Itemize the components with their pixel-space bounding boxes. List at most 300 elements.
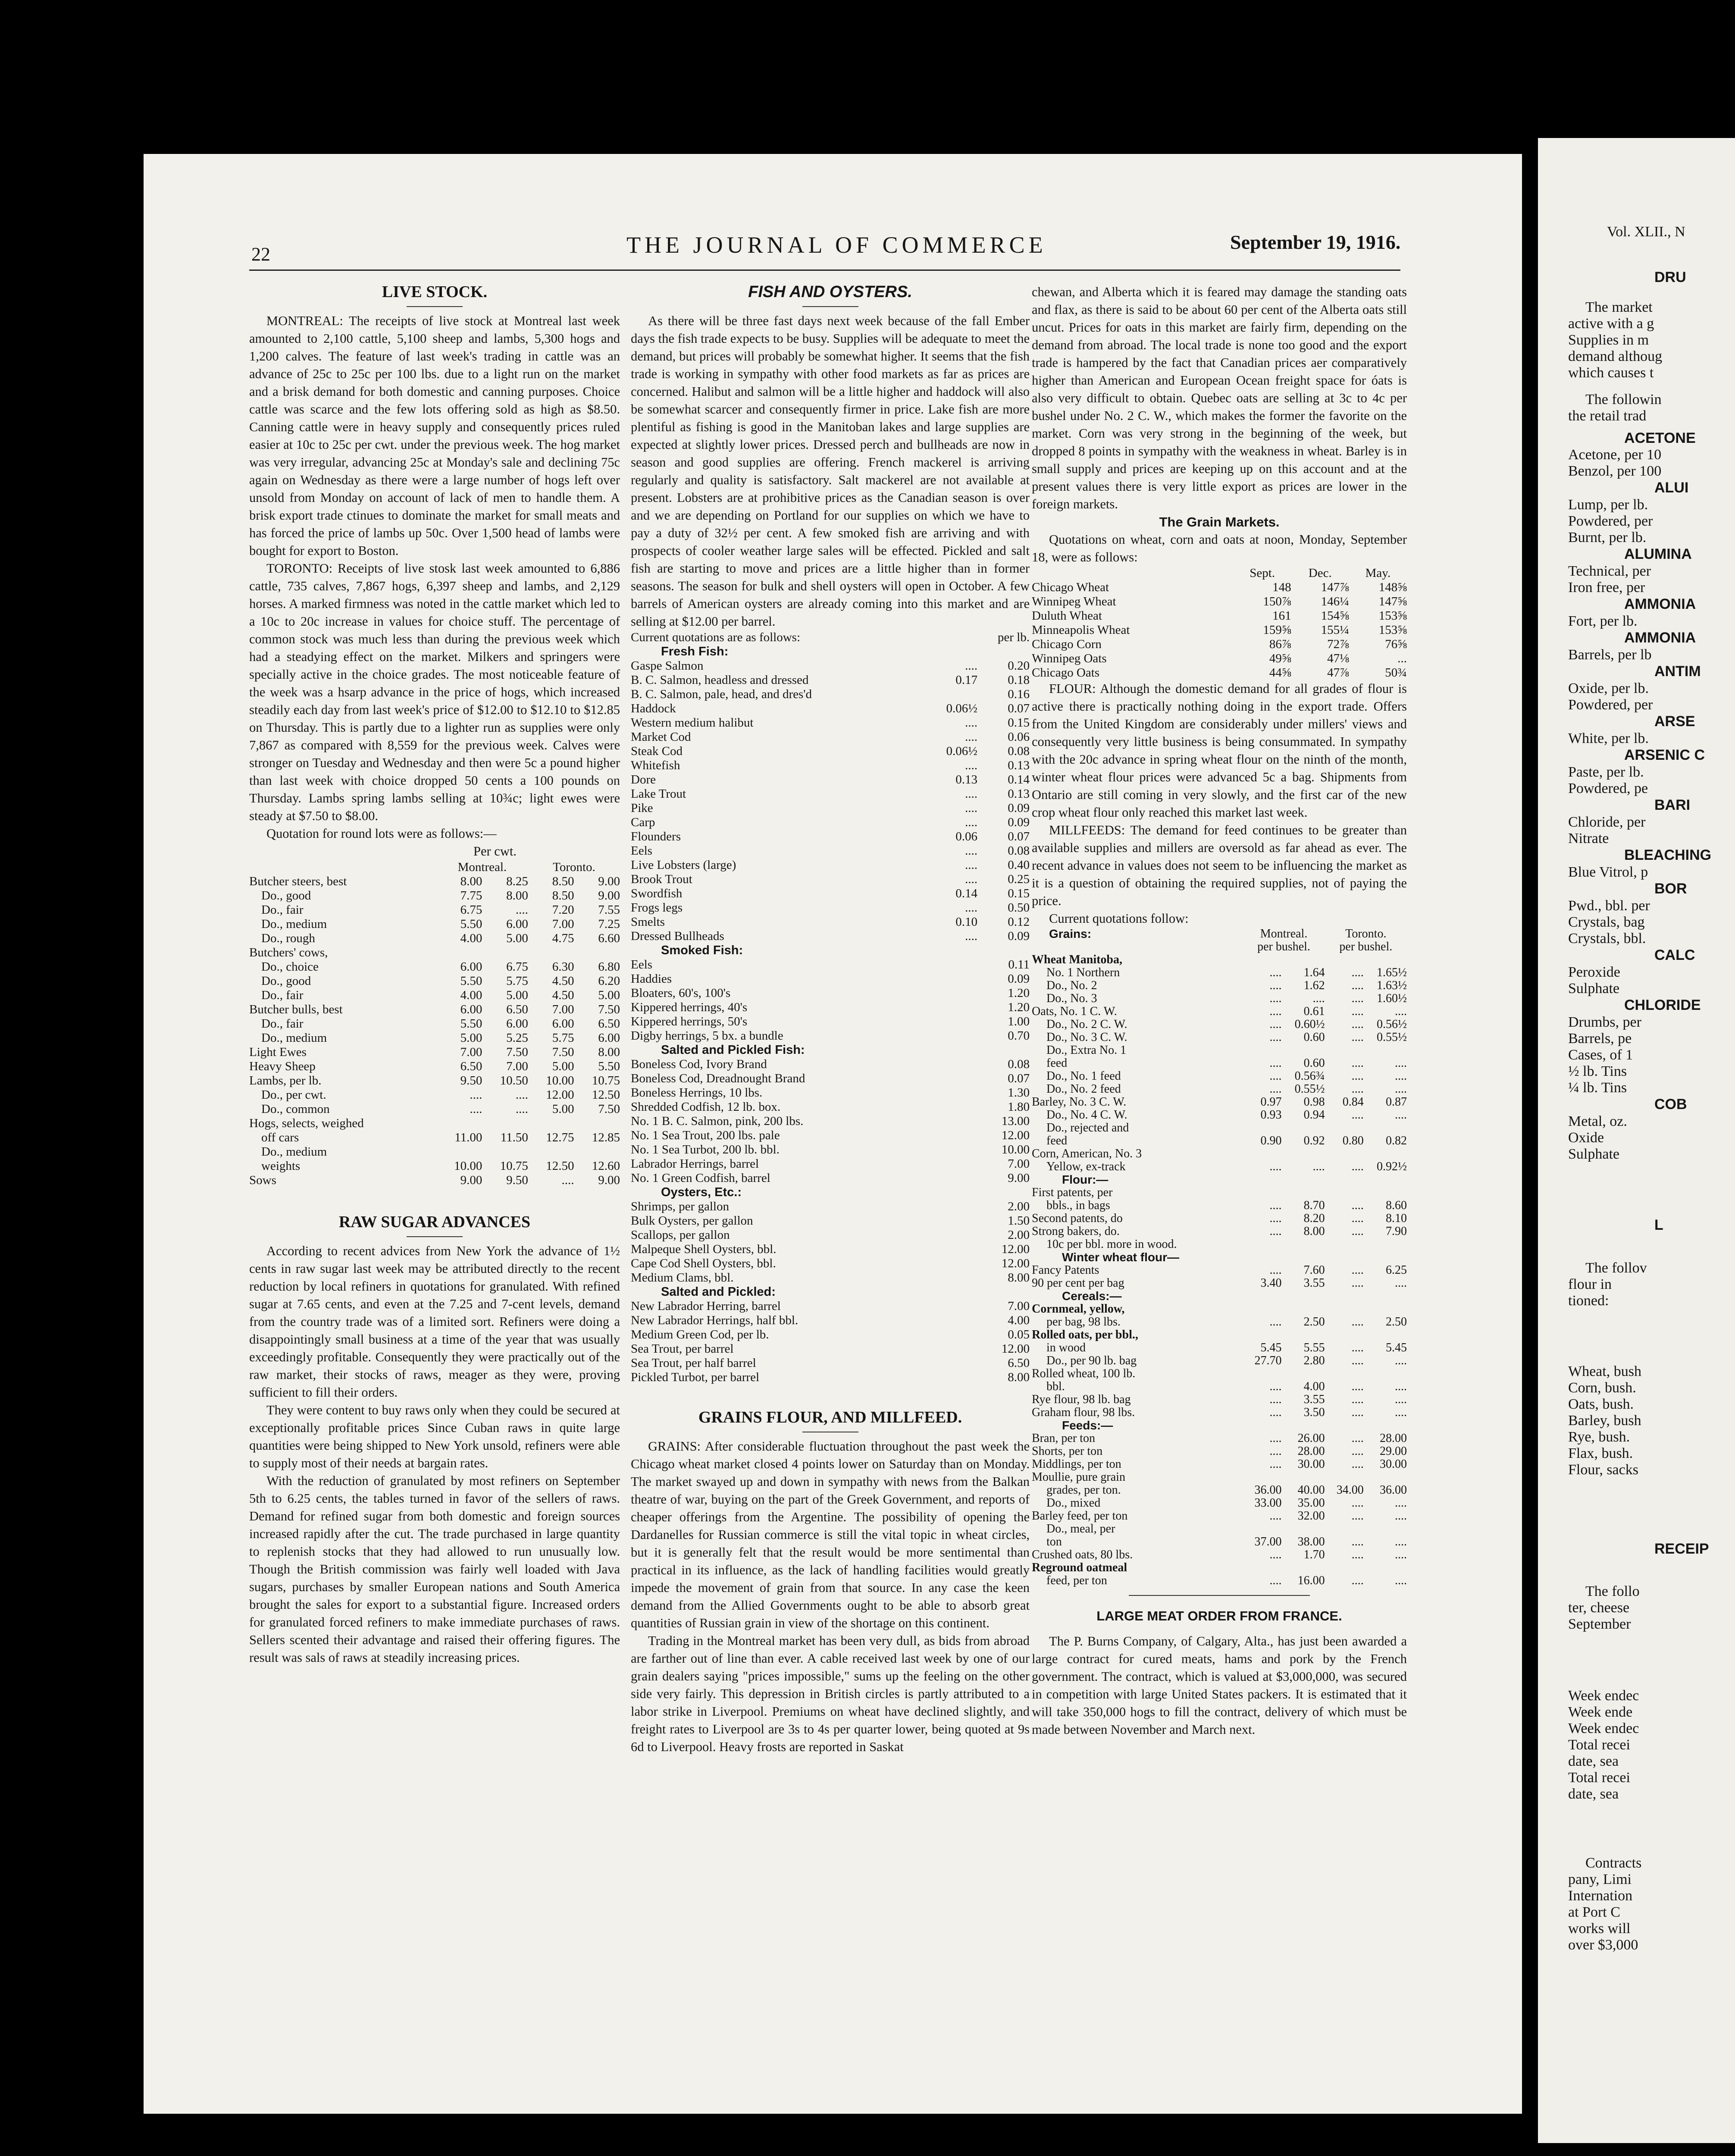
row-label: Fresh Fish: [661,645,729,658]
meat-paragraph: The P. Burns Company, of Calgary, Alta., has just been awarded a large contract for cured meats, hams and pork by the French government. The contract, which is valued at $3,000,000, was secured in competition with large United States packers. It is estimated that it will take 350,000 hogs to fill the contract, delivery of which must be made between November and March next. [1032,1634,1407,1737]
row-value: .... [1269,1432,1282,1445]
row-value [927,1342,977,1356]
sugar-paragraph: According to recent advices from New York the advance of 1½ cents in raw sugar last week may be attributed directly to the recent reduction by local refiners in quotations for granulated. With refined sugar at 7.65 cents, and even at the 7.25 and 7-cent levels, demand from the country trade was of a limited sort. Refiners were doing a disappointingly small business at a time of the year that was usually exceedingly profitable. Consequently they were practically out of the raw market, their stocks of raws, meager as they were, proving sufficient to fill their orders. [249,1244,620,1400]
row-value: 8.00 [1008,1370,1030,1384]
row-value: 30.00 [1380,1457,1407,1471]
row-value [1364,1367,1407,1380]
row-value: 1.80 [1008,1100,1030,1114]
row-value: 10.00 [546,1074,574,1087]
livestock-row [249,1017,620,1031]
row-value [1364,1471,1407,1484]
next-page-line: Blue Vitrol, p [1568,864,1648,880]
row-value: .... [1351,1406,1364,1419]
row-value: .... [965,815,978,829]
row-value: 6.50 [506,1003,528,1016]
row-value [927,1185,977,1200]
next-page-line: CHLORIDE [1624,997,1701,1013]
row-label: Do., medium [261,1031,327,1045]
row-label: Dressed Bullheads [631,929,724,943]
quotation-row [1032,1471,1407,1484]
next-page-line: ANTIM [1654,663,1701,680]
next-page-line: tioned: [1568,1293,1609,1309]
row-value [927,958,977,972]
row-value: 12.75 [546,1131,574,1144]
row-value: 6.00 [506,917,528,931]
row-value: 5.00 [598,988,620,1002]
col-montreal-cur [1243,928,1325,953]
row-value: 0.92 [1303,1134,1325,1147]
fish-row [631,758,1030,773]
row-value: 6.50 [460,1059,482,1073]
row-value: 6.20 [598,974,620,988]
row-value: 0.09 [1008,801,1030,815]
row-value [977,645,1030,659]
fish-row [631,1157,1030,1171]
row-value [1282,1186,1325,1199]
fish-row [631,1214,1030,1228]
next-page-line: Total recei [1568,1770,1630,1786]
row-value: 28.00 [1297,1445,1325,1458]
row-value: 72⅞ [1327,637,1349,651]
row-value: ... [1397,652,1407,665]
row-value: 0.09 [1008,815,1030,829]
row-value [927,1015,977,1029]
row-value: 38.00 [1297,1535,1325,1548]
row-label: Yellow, ex-track [1046,1160,1126,1173]
row-label: Bulk Oysters, per gallon [631,1214,753,1228]
next-page-line: ¼ lb. Tins [1568,1080,1627,1096]
row-value: 0.98 [1303,1095,1325,1109]
issue-date: September 19, 1916. [1230,231,1401,253]
row-value: 11.00 [454,1131,482,1144]
fish-row [631,986,1030,1000]
row-value: 147⅞ [1321,580,1349,594]
row-value [1325,1329,1364,1341]
row-value: 12.00 [1001,1242,1030,1256]
quotation-row [1032,1109,1407,1122]
row-value: 1.20 [1008,1000,1030,1014]
row-value: 0.90 [1260,1134,1282,1147]
millfeed-paragraph: MILLFEEDS: The demand for feed continues to be greater than available supplies and millers are oversold as far ahead as ever. The recent advance in values does not seem to be influencing the market as it is a question of obtaining the required supplies, not of paying the price. [1032,823,1407,908]
row-value [436,1116,482,1131]
row-value: 6.00 [552,1017,574,1031]
title-rule [802,306,858,307]
row-value: .... [1351,1548,1364,1561]
grains-paragraph: GRAINS: After considerable fluctuation throughout the past week the Chicago wheat market closed 4 points lower on Saturday than on Monday. The market swayed up and down in sympathy with news from the Balkan theatre of war, buying on the part of the Greek Government, and reports of cheaper offerings from the Argentine. The possibility of opening the Dardanelles for Russian commerce is still the vital topic in wheat circles, but it is generally felt that the result would be more sentimental than practical in its influence, as the lack of handling facilities would greatly impede the movement of grain from that source. In any case the keen demand from the Allied Governments ought to be able to absorb great quantities of Russian grain in view of the shortage on this continent. [631,1439,1030,1630]
row-value: 1.65½ [1377,966,1407,979]
row-value: .... [1395,1380,1407,1393]
row-value [1243,1523,1281,1536]
row-value: .... [1269,1199,1282,1212]
journal-title: THE JOURNAL OF COMMERCE [626,232,1047,258]
row-value [1243,1329,1281,1341]
row-value: .... [1269,1212,1282,1225]
row-value: 9.00 [598,874,620,888]
row-label: grades, per ton. [1046,1483,1121,1497]
next-page-line: Week endec [1568,1720,1639,1736]
quotation-row [1032,1316,1407,1329]
fish-row [631,1356,1030,1370]
row-label: Chicago Oats [1032,666,1100,680]
quotation-row [1032,1005,1407,1018]
row-label: Second patents, do [1032,1212,1123,1225]
row-value: 5.45 [1260,1341,1282,1354]
row-value [1325,1290,1364,1303]
row-value: 28.00 [1380,1432,1407,1445]
row-value: 9.00 [1008,1171,1030,1185]
next-page-line: CALC [1654,947,1695,963]
fish-row [631,1271,1030,1285]
row-value: 1.62 [1303,979,1325,992]
row-value [1243,1419,1281,1432]
row-value [1364,1329,1407,1341]
row-label: Do., No. 1 feed [1046,1069,1121,1083]
row-value: 0.09 [1008,972,1030,986]
row-value: .... [515,1102,528,1116]
row-value: .... [1351,1212,1364,1225]
row-value: 146¼ [1321,595,1349,608]
toronto-label: Toronto. [1345,927,1387,940]
row-value [1243,1173,1281,1186]
row-value: .... [1351,966,1364,979]
quotation-row [1032,1186,1407,1199]
row-label: No. 1 Northern [1046,966,1120,979]
next-page-line: Chloride, per [1568,814,1646,830]
row-label: Eels [631,958,652,971]
row-value [1325,1523,1364,1536]
quotation-row [1032,1484,1407,1497]
row-value: 0.56¾ [1294,1069,1325,1083]
next-page-line: ter, cheese [1568,1600,1630,1616]
row-value [482,1145,528,1159]
sugar-body [249,1242,620,1667]
row-value [927,1086,977,1100]
next-page-line: Fort, per lb. [1568,613,1638,629]
row-label: Do., fair [261,988,304,1002]
row-value: 0.60 [1303,1056,1325,1070]
row-label: feed, per ton [1046,1574,1107,1587]
row-label: Crushed oats, 80 lbs. [1032,1548,1133,1561]
next-page-line: AMMONIA [1624,630,1696,646]
row-value [1325,1303,1364,1316]
row-value: 147⅝ [1378,595,1407,608]
row-value: 8.50 [552,889,574,903]
row-value: 0.07 [1008,830,1030,843]
row-label: Do., rough [261,931,315,945]
row-label: Do., No. 2 [1046,979,1097,992]
row-value: 5.00 [552,1059,574,1073]
row-value: 8.25 [506,874,528,888]
row-label: Do., fair [261,903,304,917]
next-page-line: Barrels, per lb [1568,647,1652,663]
row-value: .... [1269,1082,1282,1096]
row-label: Cereals:— [1062,1289,1122,1303]
row-value [436,1145,482,1159]
row-value: 12.50 [546,1159,574,1173]
row-value: .... [1395,1548,1407,1561]
livestock-row [249,1116,620,1131]
row-value: .... [1269,1574,1282,1587]
quotation-row [1032,1044,1407,1057]
quotation-row [1032,1277,1407,1290]
row-label: Bloaters, 60's, 100's [631,986,731,1000]
fish-row [631,1171,1030,1185]
next-page-line: Iron free, per [1568,580,1645,595]
row-label: Chicago Wheat [1032,580,1109,594]
row-value: .... [1351,1354,1364,1367]
row-value [927,1029,977,1043]
grains-title: GRAINS FLOUR, AND MILLFEED. [698,1408,962,1426]
row-value: 36.00 [1254,1483,1282,1497]
row-value: .... [1351,1496,1364,1510]
row-value: .... [1351,1393,1364,1406]
row-label: Sea Trout, per barrel [631,1342,734,1356]
next-page-line: The follo [1585,1583,1640,1599]
fish-row [631,830,1030,844]
row-value [1243,1561,1281,1574]
row-value [1325,1173,1364,1186]
row-value: 2.80 [1303,1354,1325,1367]
page-number: 22 [251,244,270,265]
row-value [927,1356,977,1370]
quotation-row [1032,1380,1407,1393]
row-value: .... [1351,1031,1364,1044]
row-value: .... [1351,1535,1364,1548]
next-page-line: White, per lb. [1568,730,1649,746]
row-value: .... [1395,1069,1407,1083]
row-value: 0.15 [1008,887,1030,900]
fish-row [631,1057,1030,1072]
row-value: 0.08 [1008,744,1030,758]
fish-row [631,1370,1030,1385]
quotation-row [1032,1031,1407,1044]
row-label: Bran, per ton [1032,1432,1095,1445]
row-value: 4.00 [460,988,482,1002]
row-value [482,946,528,960]
next-page-line: at Port C [1568,1904,1620,1920]
grain-markets-title: The Grain Markets. [1159,514,1280,530]
next-page-line: Paste, per lb. [1568,764,1644,780]
per-cwt-label: Per cwt. [473,844,517,859]
col-toronto: Toronto. [553,860,595,874]
row-value: .... [965,659,978,673]
row-value [977,1043,1030,1057]
next-page-line: COB [1654,1096,1687,1112]
row-value [927,1043,977,1057]
row-value: 0.11 [1008,958,1030,971]
row-value: 0.93 [1260,1108,1282,1122]
row-value: .... [965,758,978,772]
fish-row [631,1228,1030,1242]
quotation-row [1032,1160,1407,1173]
row-value: .... [1395,1509,1407,1523]
row-label: Smoked Fish: [661,943,743,957]
row-value: .... [470,1102,482,1116]
row-value: 0.50 [1008,901,1030,915]
row-value [1282,1044,1325,1057]
row-value: 0.25 [1008,872,1030,886]
row-value: 0.13 [1008,758,1030,772]
row-value: 7.50 [598,1003,620,1016]
livestock-row [249,1145,620,1159]
next-page-line: Crystals, bbl. [1568,931,1646,946]
row-label: Pike [631,801,653,815]
quotation-row [1032,1225,1407,1238]
row-value: 6.80 [598,960,620,974]
next-page-line: Week ende [1568,1704,1633,1720]
sugar-title: RAW SUGAR ADVANCES [338,1213,531,1231]
next-page-line: September [1568,1616,1631,1632]
row-value: 0.08 [1008,1057,1030,1071]
quotation-row [1032,966,1407,979]
row-value: 5.55 [1303,1341,1325,1354]
row-value: 7.20 [552,903,574,917]
row-value [927,986,977,1000]
row-value: .... [1269,1509,1282,1523]
row-label: Eels [631,844,652,858]
next-page-line: Crystals, bag [1568,914,1645,930]
row-value [927,645,977,659]
row-value: .... [1269,1393,1282,1406]
next-page-line: ARSENIC C [1624,747,1705,763]
row-value: .... [1351,979,1364,992]
row-label: No. 1 Green Codfish, barrel [631,1171,770,1185]
row-value: 8.60 [1386,1199,1407,1212]
row-value: 4.00 [1008,1313,1030,1327]
row-value: 0.13 [955,773,978,787]
row-label: Fancy Patents [1032,1263,1099,1277]
next-page-line: DRU [1654,269,1686,285]
fish-row [631,730,1030,744]
row-value: .... [515,903,528,917]
row-label: Light Ewes [249,1045,307,1059]
next-page-line: Drumbs, per [1568,1014,1641,1030]
row-label: Do., fair [261,1017,304,1031]
row-value: .... [1395,1108,1407,1122]
title-rule [407,1236,463,1237]
row-value [1364,1303,1407,1316]
row-value: 0.14 [1008,773,1030,787]
row-value: 0.61 [1303,1005,1325,1018]
row-label: 10c per bbl. more in wood. [1046,1238,1177,1251]
next-page-line: ALUI [1654,479,1689,496]
row-value [927,1114,977,1128]
row-value: 1.63½ [1377,979,1407,992]
fish-row [631,1200,1030,1214]
row-value: 0.15 [1008,716,1030,730]
row-label: bbls., in bags [1046,1199,1110,1212]
row-label: weights [261,1159,301,1173]
row-value [1364,1251,1407,1264]
row-value: 159⅝ [1263,623,1291,637]
row-value: 0.16 [1008,687,1030,701]
row-value: 7.60 [1303,1263,1325,1277]
row-value [927,1328,977,1342]
next-page-line: pany, Limi [1568,1871,1632,1887]
livestock-table-header [249,860,620,874]
next-page-line: Powdered, per [1568,513,1653,529]
next-page-line: Week endec [1568,1688,1639,1704]
fish-row [631,1100,1030,1114]
row-value [927,1000,977,1015]
row-value: 6.60 [598,931,620,945]
row-value: 3.40 [1260,1276,1282,1290]
row-label: Salted and Pickled Fish: [661,1043,805,1057]
next-page-line: Technical, per [1568,563,1651,579]
row-value: .... [1351,1056,1364,1070]
row-value: .... [1351,1457,1364,1471]
next-page-line: Powdered, pe [1568,780,1648,796]
row-value: 6.75 [506,960,528,974]
row-value [977,1185,1030,1200]
row-value: .... [1351,1341,1364,1354]
toronto-unit: per bushel. [1339,940,1393,953]
row-label: Boneless Cod, Dreadnought Brand [631,1072,805,1085]
next-page-line: which causes t [1568,365,1654,381]
row-value [927,1299,977,1313]
row-value: 153⅝ [1378,609,1407,623]
row-value: 5.00 [506,988,528,1002]
livestock-row [249,931,620,946]
row-value: 5.75 [506,974,528,988]
row-label: Barley feed, per ton [1032,1509,1128,1523]
next-page-line: Wheat, bush [1568,1363,1641,1379]
row-value: 10.75 [592,1074,620,1087]
row-label: Chicago Corn [1032,637,1102,651]
quotation-row [1032,992,1407,1005]
row-value: 2.00 [1008,1200,1030,1213]
fish-row [631,815,1030,830]
montreal-unit: per bushel. [1257,940,1310,953]
fish-row [631,1313,1030,1328]
row-value: 7.00 [1008,1299,1030,1313]
row-label: Middlings, per ton [1032,1457,1121,1471]
row-label: Strong bakers, do. [1032,1225,1120,1238]
row-label: Market Cod [631,730,691,744]
next-page-line: Lump, per lb. [1568,497,1648,513]
next-page-line: BARI [1654,797,1691,813]
row-value: .... [1351,1276,1364,1290]
row-value: 10.00 [1001,1143,1030,1156]
row-value: 0.07 [1008,702,1030,715]
fish-row [631,801,1030,815]
row-value: 11.50 [500,1131,528,1144]
fish-quote-intro: Current quotations are as follows: [631,630,801,644]
row-value: 6.50 [1008,1356,1030,1370]
row-value [1325,1238,1364,1251]
livestock-row [249,1031,620,1045]
row-value: 1.64 [1303,966,1325,979]
row-value: 0.06 [1008,730,1030,744]
row-value: 0.05 [1008,1328,1030,1341]
next-page-line: The followin [1585,392,1662,407]
quotation-row [1032,1070,1407,1083]
livestock-paragraph: TORONTO: Receipts of live stosk last week amounted to 6,886 cattle, 735 calves, 7,867 hogs, 6,397 sheep and lambs, and 2,129 horses. A marked firmness was noted in the cattle market which led to a 10c to 20c increase in values for choice stuff. The percentage of common stock was much less than during the previous week which had a steadying effect on the market. Milkers and springers were specially active in the choice grades. The most noticeable feature of the week was a hsarp advance in the price of hogs, which increased steadily each day from last week's price of $12.00 to $12.10 to $12.85 on Thursday. This is partly due to a lighter run as supplies were only 7,867 as compared with 8,559 for the previous week. Calves were stronger on Tuesday and Wednesday and then were 5c a pound higher than last week with choice dropped 50 cents a 100 pounds on Thursday. Lambs spring lambs selling at 10¾c; light ewes were steady at $7.50 to $8.00. [249,561,620,823]
row-label: feed [1046,1056,1068,1070]
row-value: 1.20 [1008,986,1030,1000]
row-label: Haddies [631,972,672,986]
next-page-line: Flax, bush. [1568,1445,1633,1461]
livestock-row [249,1173,620,1188]
row-value: 8.00 [506,889,528,903]
row-value [1243,953,1281,966]
row-value [1325,1251,1364,1264]
row-value: .... [1269,1069,1282,1083]
row-value: 47⅛ [1327,652,1349,665]
section-rule [1129,1595,1310,1596]
next-page-line: Pwd., bbl. per [1568,898,1650,914]
row-value [528,946,574,960]
